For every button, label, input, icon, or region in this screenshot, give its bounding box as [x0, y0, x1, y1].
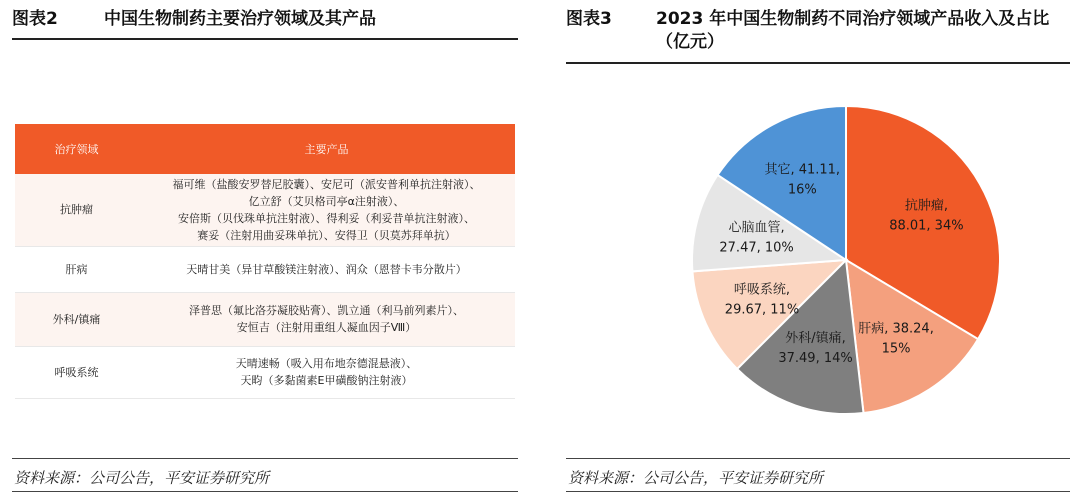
products-cell [138, 346, 515, 398]
products-cell [138, 246, 515, 292]
pie-slice-label-line: 其它, 41.11, [764, 162, 841, 178]
product-line: 安恒吉（注射用重组人凝血因子Ⅷ） [236, 321, 417, 334]
product-line: 赛妥（注射用曲妥珠单抗）、安得卫（贝莫苏拜单抗） [197, 228, 456, 242]
pie-slice-label-line: 29.67, 11% [724, 302, 800, 318]
figure-3-number: 图表3 [566, 9, 612, 29]
figure-2-title [12, 0, 518, 31]
figure-2-number: 图表2 [12, 9, 58, 29]
table-row [15, 346, 515, 398]
figure-3-title-text: 2023 年中国生物制药不同治疗领域产品收入及占比（亿元） [656, 9, 1050, 52]
pie-slice-label-line: 呼吸系统, [733, 282, 791, 298]
pie-slice-label-line: 27.47, 10% [719, 240, 794, 256]
therapeutic-area-cell: 肝病 [15, 246, 138, 292]
table-body [15, 174, 515, 398]
product-table [15, 124, 515, 399]
table-header-row [15, 124, 515, 174]
product-line: 天晴速畅（吸入用布地奈德混悬液）、 [235, 357, 418, 370]
product-line: 天畇（多黏菌素E甲磺酸钠注射液） [240, 374, 413, 387]
product-line: 安倍斯（贝伐珠单抗注射液）、得利妥（利妥昔单抗注射液）、 [178, 211, 475, 225]
table-row [15, 246, 515, 292]
revenue-pie-chart [566, 0, 1070, 455]
pie-slice-label-line: 肝病, 38.24, [858, 321, 934, 337]
pie-slice-label-line: 15% [881, 341, 911, 357]
figure-2-source-rule [12, 458, 518, 459]
figure-2-bottom-rule [12, 491, 518, 492]
products-cell [138, 292, 515, 346]
therapeutic-area-cell: 抗肿瘤 [15, 174, 138, 246]
figure-3-source-rule [566, 458, 1070, 459]
pie-slice-label-line: 抗肿瘤, [904, 198, 948, 214]
pie-slice-label-line: 88.01, 34% [889, 218, 964, 234]
therapeutic-area-cell: 外科/镇痛 [15, 292, 138, 346]
therapeutic-area-cell: 呼吸系统 [15, 346, 138, 398]
pie-slice-label-line: 心脑血管, [728, 220, 785, 236]
figure-2-title-rule [12, 38, 518, 40]
products-cell [138, 174, 515, 246]
product-line: 亿立舒（艾贝格司亭α注射液）、 [248, 194, 405, 208]
pie-slice-label-line: 16% [787, 182, 817, 198]
table-row [15, 174, 515, 246]
figure-2-source: 资料来源：公司公告，平安证券研究所 [14, 469, 270, 487]
figure-2-title-text: 中国生物制药主要治疗领域及其产品 [104, 9, 376, 29]
product-line: 泽普思（氟比洛芬凝胶贴膏）、凯立通（利马前列素片）、 [189, 304, 464, 317]
figure-3-bottom-rule [566, 491, 1070, 492]
pie-slice-label-line: 37.49, 14% [778, 351, 853, 367]
header-main-products: 主要产品 [138, 124, 515, 174]
product-line: 天晴甘美（异甘草酸镁注射液）、润众（恩替卡韦分散片） [186, 262, 467, 276]
header-therapeutic-area: 治疗领域 [15, 124, 138, 174]
pie-slice-label-line: 外科/镇痛, [785, 331, 846, 347]
product-line: 福可维（盐酸安罗替尼胶囊）、安尼可（派安普利单抗注射液）、 [172, 177, 481, 191]
figure-3-source: 资料来源：公司公告，平安证券研究所 [568, 469, 824, 487]
figure-2-panel [12, 0, 518, 501]
table-row [15, 292, 515, 346]
figure-3-panel [566, 0, 1070, 501]
